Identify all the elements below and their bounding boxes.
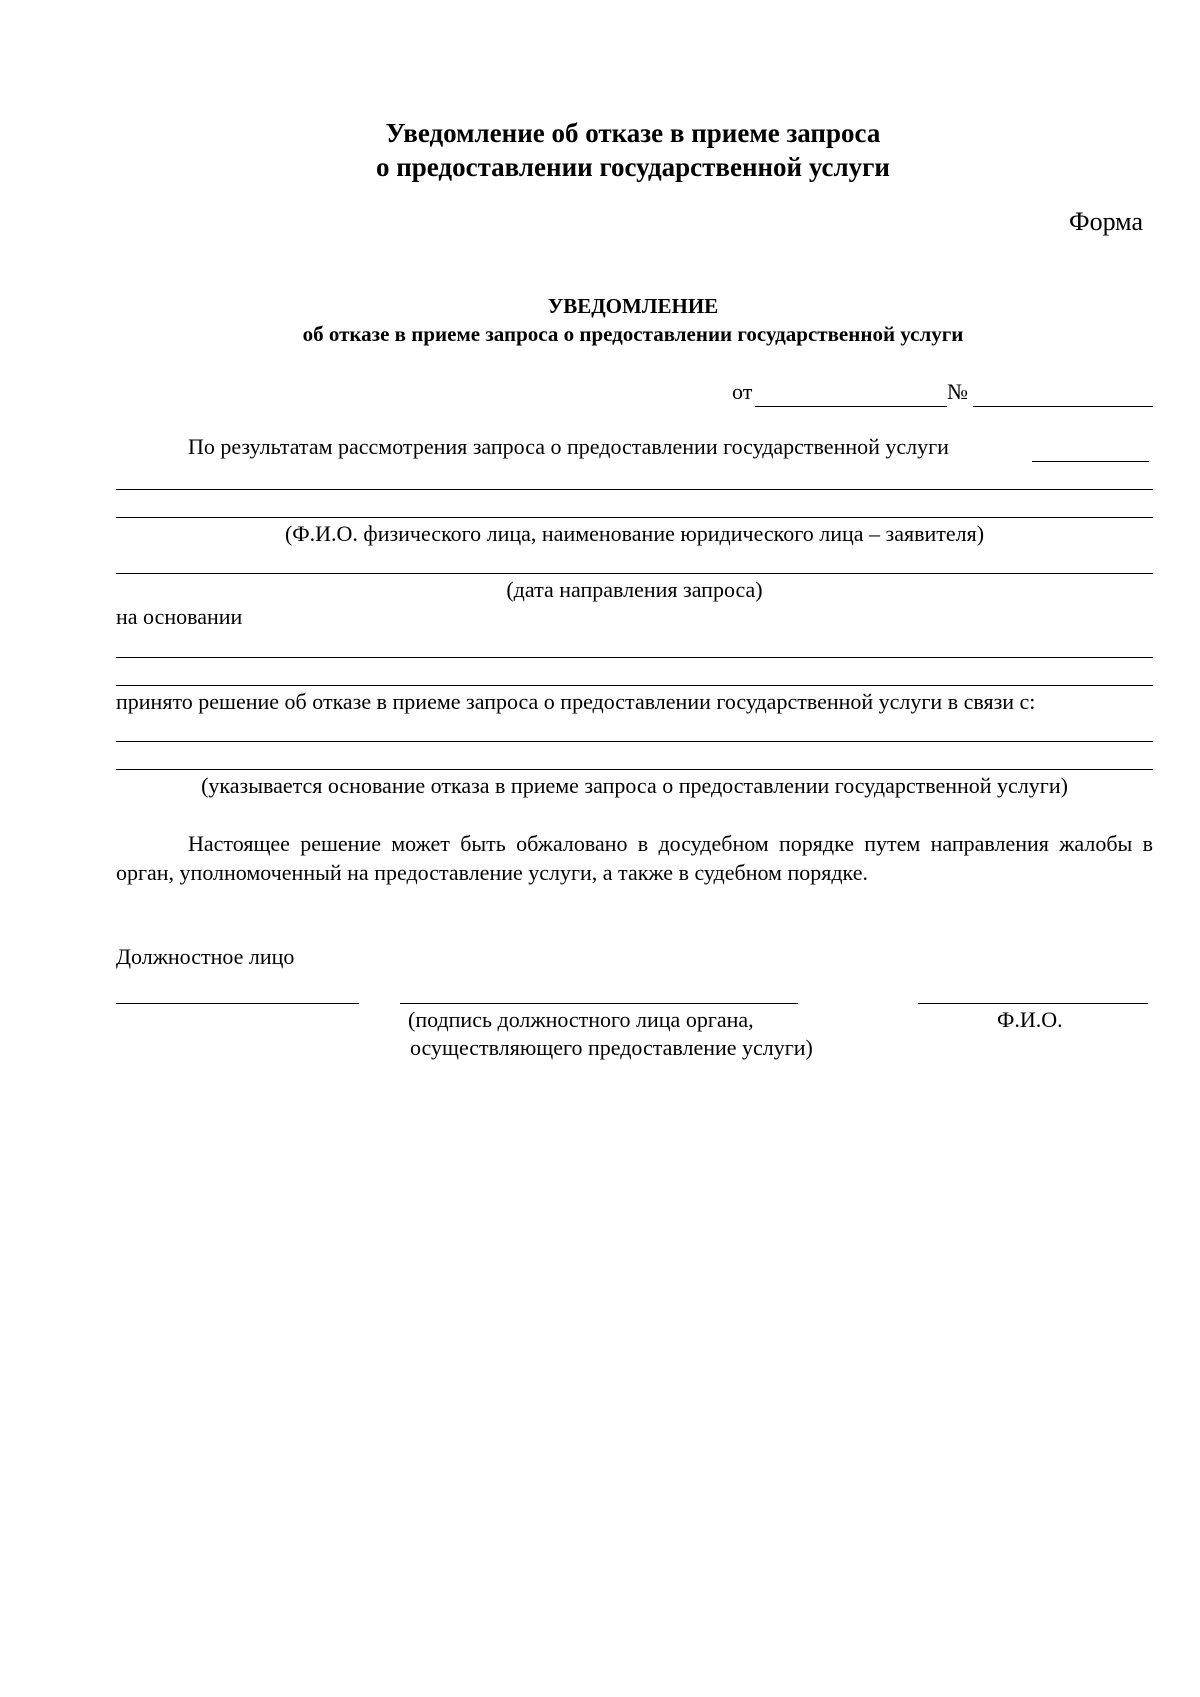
signature-line[interactable] (400, 1003, 798, 1004)
name-caption: Ф.И.О. (997, 1007, 1063, 1032)
position-line[interactable] (116, 1003, 359, 1004)
basis-line-2[interactable] (116, 685, 1153, 686)
request-date-caption: (дата направления запроса) (506, 577, 763, 602)
service-field[interactable] (1032, 461, 1149, 462)
date-prefix: от (732, 379, 753, 404)
number-sign: № (947, 379, 968, 404)
applicant-line-1[interactable] (116, 489, 1153, 490)
document-title-line1: Уведомление об отказе в приеме запроса (385, 118, 881, 148)
notice-subheading: об отказе в приеме запроса о предоставлении государственной услуги (302, 322, 964, 346)
applicant-caption: (Ф.И.О. физического лица, наименование юридического лица – заявителя) (284, 521, 985, 546)
official-label: Должностное лицо (116, 944, 295, 969)
number-field[interactable] (973, 406, 1153, 407)
decision-text: принято решение об отказе в приеме запроса о предоставлении государственной услуги в связи с: (116, 689, 1036, 714)
request-date-line[interactable] (116, 573, 1153, 574)
signature-caption-line2: осуществляющего предоставление услуги) (410, 1035, 813, 1060)
basis-line-1[interactable] (116, 657, 1153, 658)
appeal-paragraph: Настоящее решение может быть обжаловано в досудебном порядке путем направления жалобы в орган, уполномоченный на предоставление услуги, а также в судебном порядке. (116, 831, 1153, 885)
reason-caption: (указывается основание отказа в приеме запроса о предоставлении государственной услуги) (201, 773, 1068, 798)
date-field[interactable] (755, 406, 947, 407)
notice-heading: УВЕДОМЛЕНИЕ (547, 294, 719, 318)
results-text: По результатам рассмотрения запроса о предоставлении государственной услуги (188, 434, 949, 459)
name-line[interactable] (918, 1003, 1148, 1004)
applicant-line-2[interactable] (116, 517, 1153, 518)
reason-line-1[interactable] (116, 741, 1153, 742)
form-label: Форма (1069, 207, 1143, 236)
signature-caption-line1: (подпись должностного лица органа, (408, 1007, 754, 1032)
basis-label: на основании (116, 604, 243, 629)
reason-line-2[interactable] (116, 769, 1153, 770)
document-title-line2: о предоставлении государственной услуги (375, 152, 890, 182)
